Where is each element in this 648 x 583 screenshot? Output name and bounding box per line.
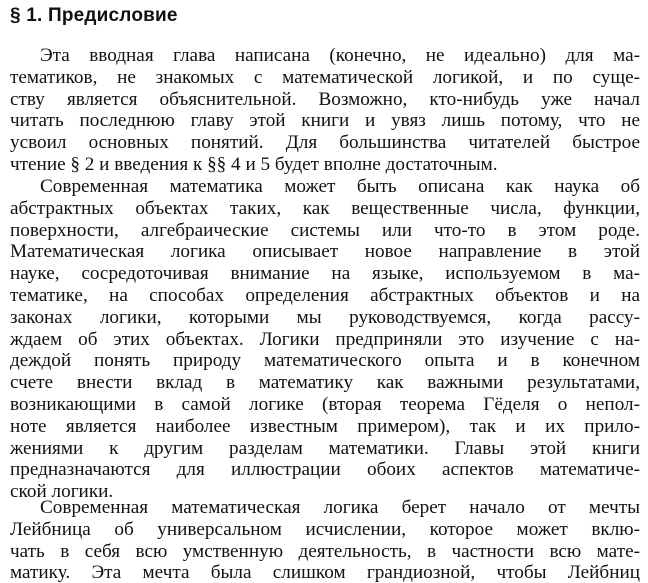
paragraph-leibniz	[10, 497, 640, 583]
text-line: Лейбница об универсальном исчислении, которое может вклю-	[10, 518, 640, 540]
text-line: читать последнюю главу этой книги и увяз лишь потому, что не	[10, 110, 640, 132]
text-line: тематике, на способах определения абстрактных объектов и на	[10, 284, 640, 306]
text-line: предназначаются для иллюстрации обоих аспектов математиче-	[10, 459, 640, 481]
text-line: науке, сосредоточивая внимание на языке, используемом в ма-	[10, 263, 640, 285]
text-line: ноте является наиболее известным примером), так и их прило-	[10, 415, 640, 437]
text-line: деждой понять природу математического опыта и в конечном	[10, 350, 640, 372]
text-line: тематиков, не знакомых с математической логикой, и по суще-	[10, 66, 640, 88]
text-line: чать в себя всю умственную деятельность, в частности всю мате-	[10, 540, 640, 562]
text-line: жениями к другим разделам математики. Главы этой книги	[10, 437, 640, 459]
paragraph-preface-intro	[10, 45, 640, 176]
text-line: Современная математическая логика берет начало от мечты	[40, 497, 640, 518]
text-line: ждаем об этих объектах. Логики предприняли это изучение с на-	[10, 328, 640, 350]
text-line: поверхности, алгебраические системы или что-то в этом роде.	[10, 219, 640, 241]
text-line: счете внести вклад в математику как важными результатами,	[10, 372, 640, 394]
section-heading: § 1. Предисловие	[10, 5, 178, 26]
text-line: чтение § 2 и введения к §§ 4 и 5 будет вполне достаточным.	[10, 153, 498, 175]
text-line: ской логики.	[10, 481, 114, 503]
text-line: матику. Эта мечта была слишком грандиозной, чтобы Лейбниц	[10, 562, 640, 583]
paragraph-modern-mathematics	[10, 176, 640, 503]
text-line: ству является объяснительной. Возможно, кто-нибудь уже начал	[10, 88, 640, 110]
text-line: законах логики, которыми мы руководствуемся, когда рассу-	[10, 306, 640, 328]
text-line: абстрактных объектах таких, как вещественные числа, функции,	[10, 197, 640, 219]
text-line: усвоил основных понятий. Для большинства читателей быстрое	[10, 132, 640, 154]
text-line: Математическая логика описывает новое направление в этой	[10, 241, 640, 263]
text-line: Современная математика может быть описана как наука об	[40, 176, 640, 197]
text-line: Эта вводная глава написана (конечно, не идеально) для ма-	[40, 45, 640, 66]
text-line: возникающими в самой логике (вторая теорема Гёделя о непол-	[10, 393, 640, 415]
